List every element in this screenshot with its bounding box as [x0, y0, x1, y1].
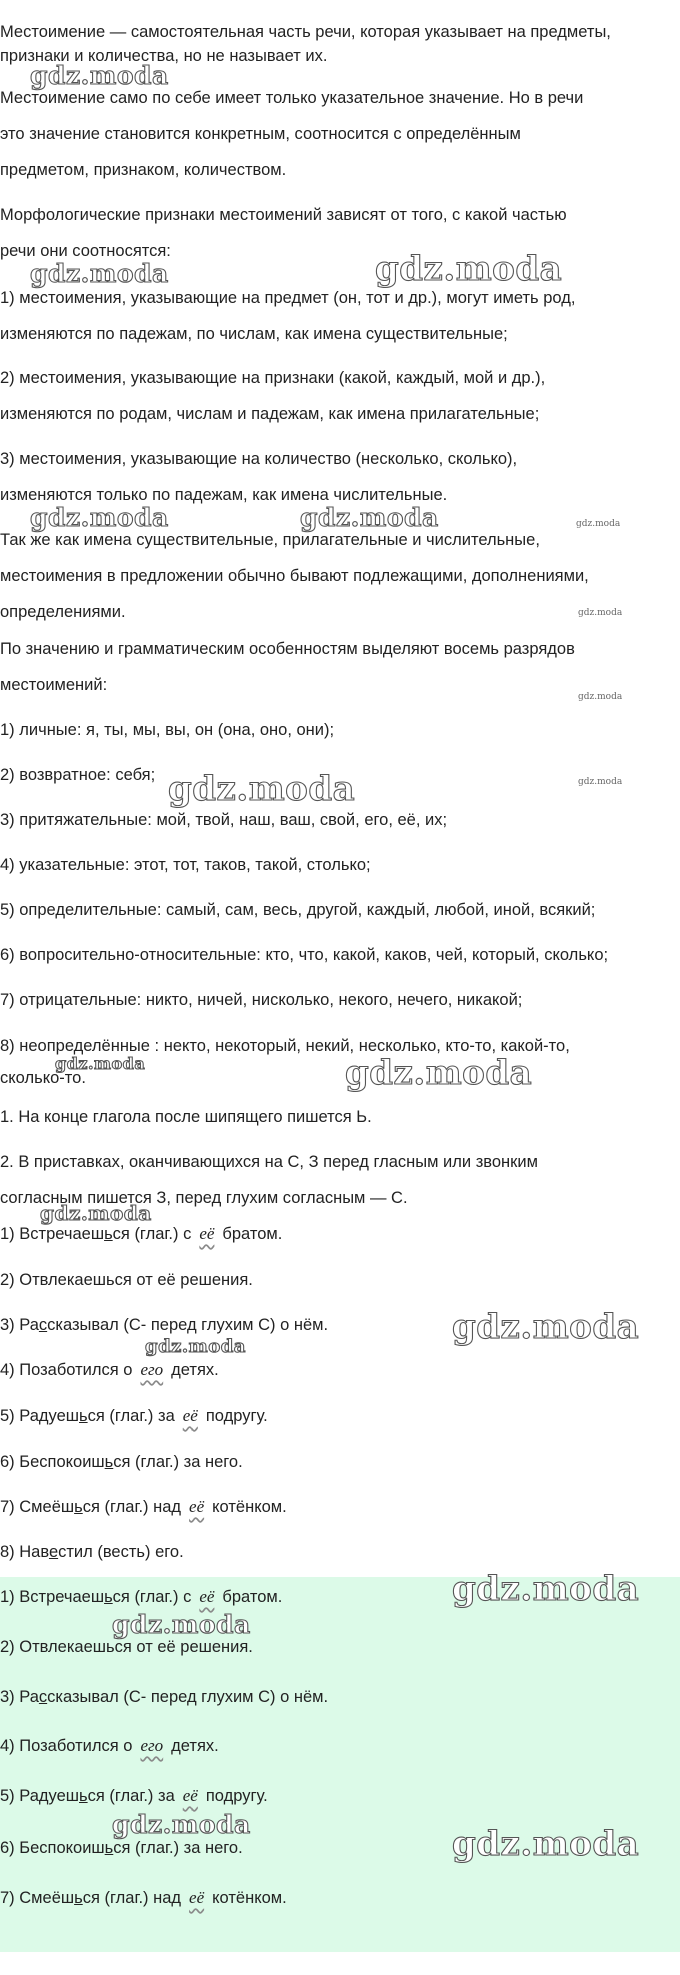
watermark: gdz.moda — [345, 1053, 533, 1093]
pronoun: его — [140, 1736, 164, 1755]
theory-line: Морфологические признаки местоимений зависят от того, с какой частью — [0, 206, 567, 224]
watermark-small: gdz.moda — [578, 777, 623, 787]
theory-line: По значению и грамматическим особенностям выделяют восемь разрядов — [0, 640, 575, 658]
exercise-sentence-1: 1) Встречаешься (глаг.) с её братом. — [0, 1224, 283, 1243]
theory-line: 1) местоимения, указывающие на предмет (он, тот и др.), могут иметь род, — [0, 289, 576, 307]
pronoun: её — [189, 1497, 205, 1516]
pronoun: его — [140, 1360, 164, 1379]
watermark: gdz.moda — [40, 1201, 152, 1225]
theory-line: Местоимение само по себе имеет только указательное значение. Но в речи — [0, 89, 584, 107]
answer-sentence-5: 5) Радуешься (глаг.) за её подругу. — [0, 1786, 268, 1805]
exercise-sentence-3: 3) Рассказывал (С- перед глухим С) о нём. — [0, 1316, 329, 1334]
theory-line: это значение становится конкретным, соотносится с определённым — [0, 125, 521, 143]
watermark: gdz.moda — [168, 769, 356, 809]
theory-line: признаки и количества, но не называет их. — [0, 47, 328, 65]
watermark: gdz.moda — [452, 1569, 640, 1609]
watermark: gdz.moda — [112, 1610, 251, 1639]
list-item: 5) определительные: самый, сам, весь, другой, каждый, любой, иной, всякий; — [0, 901, 596, 919]
pronoun: её — [199, 1587, 215, 1606]
marked-letter: ь — [104, 1225, 113, 1243]
watermark-small: gdz.moda — [578, 608, 623, 618]
answer-sentence-1: 1) Встречаешься (глаг.) с её братом. — [0, 1587, 283, 1606]
marked-letter: с — [38, 1316, 48, 1334]
watermark: gdz.moda — [55, 1054, 146, 1073]
theory-line: Так же как имена существительные, прилагательные и числительные, — [0, 531, 540, 549]
list-item: 7) отрицательные: никто, ничей, нисколько, некого, нечего, никакой; — [0, 991, 523, 1009]
exercise-sentence-2: 2) Отвлекаешься от её решения. — [0, 1271, 253, 1289]
theory-line: изменяются по родам, числам и падежам, как имена прилагательные; — [0, 405, 540, 423]
list-item: 4) указательные: этот, тот, таков, такой, столько; — [0, 856, 371, 874]
theory-line: местоимения в предложении обычно бывают подлежащими, дополнениями, — [0, 567, 589, 585]
list-item: 3) притяжательные: мой, твой, наш, ваш, свой, его, её, их; — [0, 811, 448, 829]
exercise-sentence-7: 7) Смеёшься (глаг.) над её котёнком. — [0, 1497, 287, 1516]
watermark: gdz.moda — [145, 1336, 246, 1357]
marked-letter: ь — [79, 1787, 88, 1805]
theory-line: 2) местоимения, указывающие на признаки (какой, каждый, мой и др.), — [0, 369, 546, 387]
marked-letter: ь — [74, 1889, 83, 1907]
theory-line: местоимений: — [0, 676, 108, 694]
pronoun: её — [189, 1888, 205, 1907]
pronoun: её — [199, 1224, 215, 1243]
marked-letter: ь — [104, 1839, 114, 1857]
watermark: gdz.moda — [452, 1824, 640, 1864]
watermark-small: gdz.moda — [576, 519, 621, 529]
list-item: 8) неопределённые : некто, некоторый, некий, несколько, кто-то, какой-то, — [0, 1037, 570, 1055]
watermark: gdz.moda — [300, 503, 439, 532]
pronoun: её — [182, 1406, 198, 1425]
watermark: gdz.moda — [452, 1307, 640, 1347]
rule-line: 2. В приставках, оканчивающихся на С, З перед гласным или звонким — [0, 1153, 538, 1171]
watermark: gdz.moda — [30, 61, 169, 90]
theory-line: изменяются по падежам, по числам, как имена существительные; — [0, 325, 508, 343]
marked-letter: е — [48, 1543, 59, 1561]
theory-line: 3) местоимения, указывающие на количество (несколько, сколько), — [0, 450, 518, 468]
answer-sentence-4: 4) Позаботился о его детях. — [0, 1736, 219, 1755]
marked-letter: ь — [104, 1453, 114, 1471]
watermark: gdz.moda — [375, 249, 563, 289]
answer-sentence-6: 6) Беспокоишься (глаг.) за него. — [0, 1839, 243, 1857]
watermark: gdz.moda — [30, 503, 169, 532]
answer-sentence-3: 3) Рассказывал (С- перед глухим С) о нём. — [0, 1688, 329, 1706]
list-item: 1) личные: я, ты, мы, вы, он (она, оно, они); — [0, 721, 335, 739]
watermark-small: gdz.moda — [578, 692, 623, 702]
answer-sentence-2: 2) Отвлекаешься от её решения. — [0, 1638, 253, 1656]
theory-line: речи они соотносятся: — [0, 242, 171, 260]
list-item: 2) возвратное: себя; — [0, 766, 156, 784]
answer-sentence-7: 7) Смеёшься (глаг.) над её котёнком. — [0, 1888, 287, 1907]
marked-letter: ь — [104, 1588, 113, 1606]
marked-letter: ь — [79, 1407, 88, 1425]
exercise-sentence-4: 4) Позаботился о его детях. — [0, 1360, 219, 1379]
theory-line: предметом, признаком, количеством. — [0, 161, 287, 179]
marked-letter: ь — [74, 1498, 83, 1516]
list-item: 6) вопросительно-относительные: кто, что, какой, каков, чей, который, сколько; — [0, 946, 609, 964]
exercise-sentence-6: 6) Беспокоишься (глаг.) за него. — [0, 1453, 243, 1471]
theory-line: Местоимение — самостоятельная часть речи, которая указывает на предметы, — [0, 23, 611, 41]
watermark: gdz.moda — [30, 259, 169, 288]
theory-line: определениями. — [0, 603, 126, 621]
theory-line: изменяются только по падежам, как имена числительные. — [0, 486, 448, 504]
rule-line: 1. На конце глагола после шипящего пишется Ь. — [0, 1108, 372, 1126]
exercise-sentence-8: 8) Навестил (весть) его. — [0, 1543, 184, 1561]
pronoun: её — [182, 1786, 198, 1805]
exercise-sentence-5: 5) Радуешься (глаг.) за её подругу. — [0, 1406, 268, 1425]
watermark: gdz.moda — [112, 1810, 251, 1839]
list-item: сколько-то. — [0, 1069, 86, 1087]
marked-letter: с — [38, 1688, 48, 1706]
rule-line: согласным пишется З, перед глухим согласным — С. — [0, 1189, 408, 1207]
